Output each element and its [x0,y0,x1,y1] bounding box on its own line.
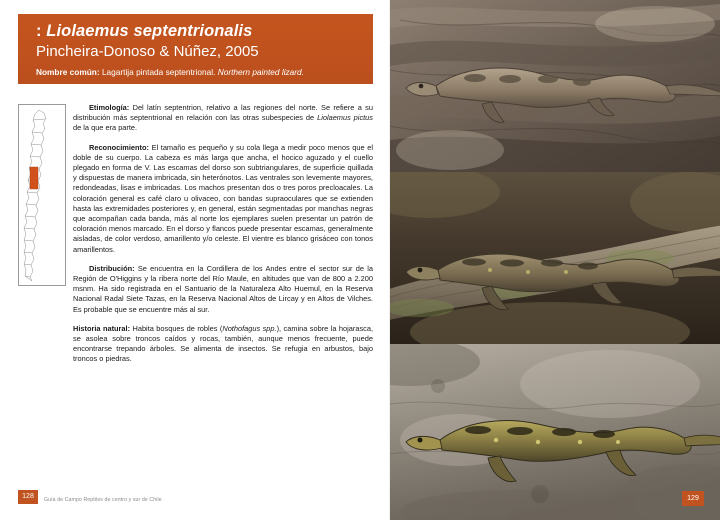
text-etimologia-2: de la que era parte. [73,123,138,133]
photo-lizard-on-log [390,172,720,344]
common-name-line [36,67,373,77]
species-header-band [18,14,373,84]
text-historia-italic: Nothofagus spp. [222,323,277,333]
article-text-column [73,103,373,374]
text-reconocimiento: El tamaño es pequeño y su cola llega a medir poco menos que el doble de su cuerpo. La cabeza es más larga que ancha, el hocico aguzado y el cuello plegado en forma de V. Las escamas del dorso son subtriangulares, de superficie quillada y dispuestas de manera imbricada, sin heterónotos. Las ventrales son levemente mayores, redondeadas, lisas e imbricadas. Los machos presentan dos o tres poros precloacales. La coloración general es café claro u olivaceo, con bandas supraoculares que se extienden hasta las extremidades posteriores y, en general, están segmentadas por manchas negras que acompañan cada banda, más al norte los ejemplares suelen presentar un patrón de coloración menos marcado. En el dorso y flancos puede presentar escamas, generalmente aisladas, de color verdoso, amarillento y/o celeste. El vientre es blanco grisáceo con tonos amarillentos. [73,142,373,254]
common-name-english: Northern painted lizard. [217,67,304,77]
species-title [36,22,373,41]
text-historia-2: ), camina sobre la hojarasca, se asolea sobre troncos caídos y rocas, también, aunque menos frecuente, puede encontrarse trepando árboles. Se alimenta de insectos. Se refugia en arbustos, bajo troncos o piedras. [73,323,373,364]
photo-1-image [390,0,720,172]
paragraph-etimologia [73,103,373,134]
label-reconocimiento: Reconocimiento: [89,142,149,152]
page-number-left: 128 [18,490,38,504]
paragraph-distribucion [73,264,373,315]
photo-2-image [390,172,720,344]
common-name-label: Nombre común: [36,67,100,77]
chile-map-icon [19,105,65,285]
label-distribucion: Distribución: [89,263,135,273]
common-name-value: Lagartija pintada septentrional. [101,67,216,77]
label-etimologia: Etimología: [89,103,130,112]
right-page-photo-column [390,0,720,520]
photo-3-image [390,344,720,520]
species-title-text: Liolaemus septentrionalis [46,22,253,40]
photo-lizard-on-rock [390,344,720,520]
text-distribucion: Se encuentra en la Cordillera de los Andes entre el sector sur de la Región de O'Higgins y la ribera norte del Río Maule, en altitudes que van de 800 a 2.200 msnm. Ha sido registrada en el Santuario de la Naturaleza Alto Huemul, en la Reserva Nacional Radal Siete Tazas, en la Reserva Nacional Altos de Lircay y en Altos de Vilches. Es probable que se encuentre más al sur. [73,263,373,314]
species-authority: Pincheira-Donoso & Núñez, 2005 [36,43,259,60]
paragraph-historia-natural [73,324,373,365]
paragraph-reconocimiento [73,143,373,255]
photo-lizard-on-bark [390,0,720,172]
text-etimologia-italic: Liolaemus pictus [317,113,373,123]
label-historia-natural: Historia natural: [73,323,131,333]
text-etimologia-1: Del latín septentrion, relativo a las regiones del norte. Se refiere a su distribución más septentrional en relación con las otras subespecies de [73,103,373,123]
text-historia-1: Habita bosques de robles ( [130,323,223,333]
distribution-map [18,104,66,286]
page-number-right: 129 [682,491,704,506]
species-title-colon: : [36,22,42,40]
footer-credit-left: Guía de Campo Reptiles de centro y sur de Chile [44,497,162,503]
